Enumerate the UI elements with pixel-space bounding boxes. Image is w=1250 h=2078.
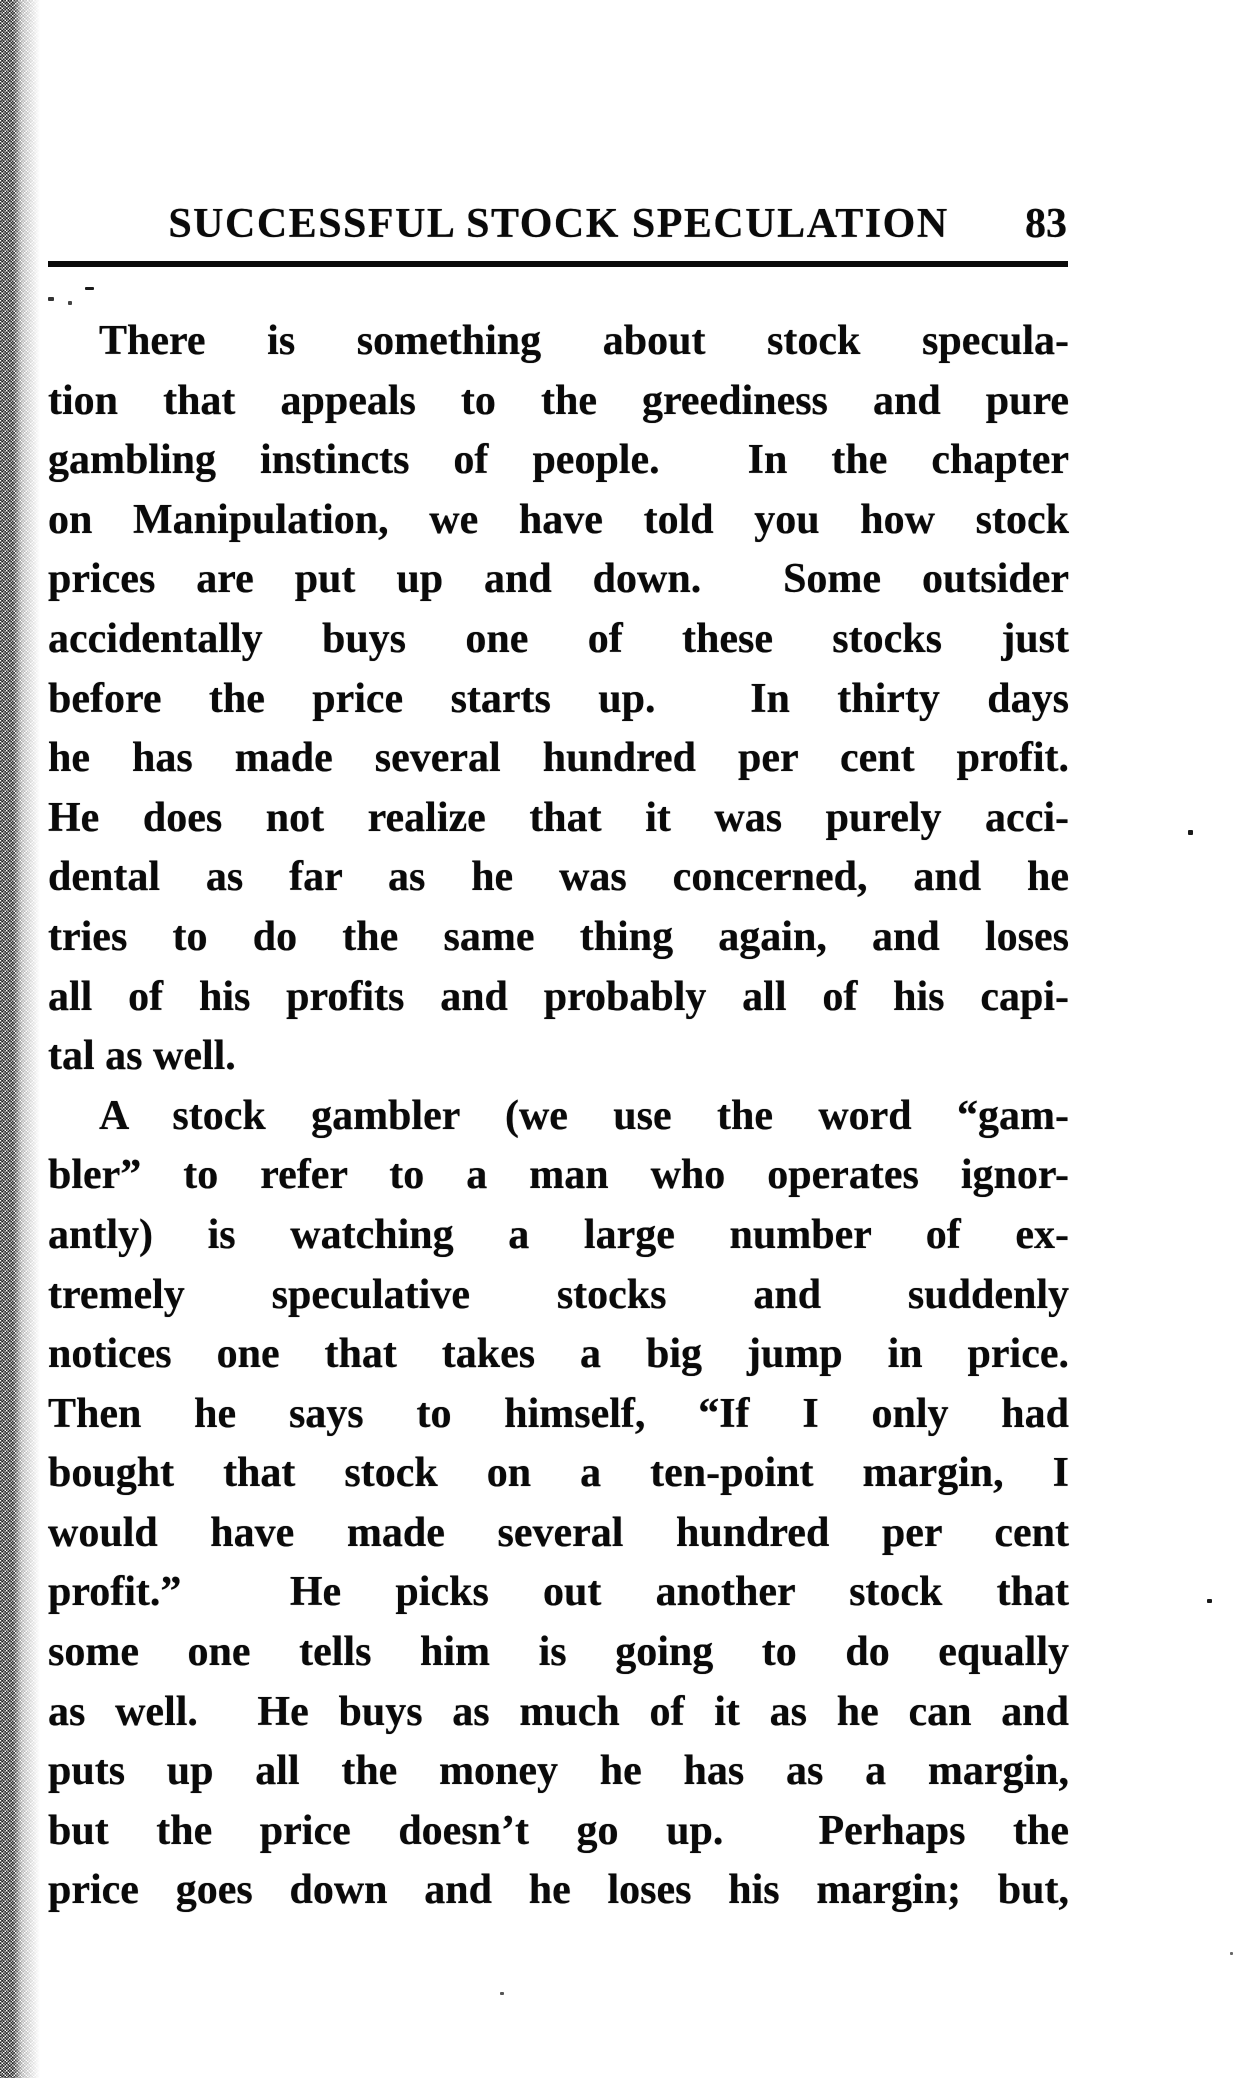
scan-noise-band	[0, 0, 46, 2078]
text-line: bler” to refer to a man who operates ignor-	[48, 1152, 1069, 1199]
text-line: bought that stock on a ten-point margin, I	[48, 1450, 1069, 1497]
text-line: would have made several hundred per cent	[48, 1509, 1069, 1556]
text-line: as well. He buys as much of it as he can and	[48, 1688, 1069, 1735]
text-line: tries to do the same thing again, and loses	[48, 913, 1069, 960]
text-line: A stock gambler (we use the word “gam-	[99, 1092, 1069, 1139]
text-line: some one tells him is going to do equally	[48, 1629, 1069, 1676]
text-line: Then he says to himself, “If I only had	[48, 1390, 1069, 1437]
page-title: SUCCESSFUL STOCK SPECULATION	[168, 201, 949, 247]
text-line: accidentally buys one of these stocks just	[48, 615, 1069, 662]
scan-speck	[1230, 1952, 1233, 1955]
text-line: He does not realize that it was purely acci-	[48, 794, 1069, 841]
text-line: prices are put up and down. Some outsider	[48, 556, 1069, 603]
text-line: gambling instincts of people. In the chapter	[48, 437, 1069, 484]
text-line: all of his profits and probably all of his capi-	[48, 973, 1069, 1020]
text-line: dental as far as he was concerned, and he	[48, 854, 1069, 901]
scan-speck	[68, 301, 72, 305]
running-head	[48, 200, 1069, 252]
scan-speck	[1207, 1599, 1212, 1603]
header-rule	[48, 261, 1068, 267]
text-line: he has made several hundred per cent profit.	[48, 735, 1069, 782]
text-line: price goes down and he loses his margin; but,	[48, 1867, 1069, 1914]
text-line: puts up all the money he has as a margin,	[48, 1748, 1069, 1795]
scan-speck	[1188, 830, 1193, 835]
page-body	[48, 312, 1069, 1921]
page-number: 83	[1025, 201, 1067, 247]
text-line: before the price starts up. In thirty days	[48, 675, 1069, 722]
text-line: on Manipulation, we have told you how stock	[48, 496, 1069, 543]
text-line: but the price doesn’t go up. Perhaps the	[48, 1807, 1069, 1854]
scan-speck	[500, 1992, 504, 1995]
text-line: notices one that takes a big jump in price.	[48, 1331, 1069, 1378]
text-line: tremely speculative stocks and suddenly	[48, 1271, 1069, 1318]
scan-speck	[85, 287, 94, 290]
text-line: tion that appeals to the greediness and pure	[48, 377, 1069, 424]
text-line: antly) is watching a large number of ex-	[48, 1211, 1069, 1258]
text-line: profit.” He picks out another stock that	[48, 1569, 1069, 1616]
scan-speck	[48, 297, 54, 301]
text-line: tal as well.	[48, 1033, 236, 1080]
text-line: There is something about stock specula-	[99, 318, 1069, 364]
